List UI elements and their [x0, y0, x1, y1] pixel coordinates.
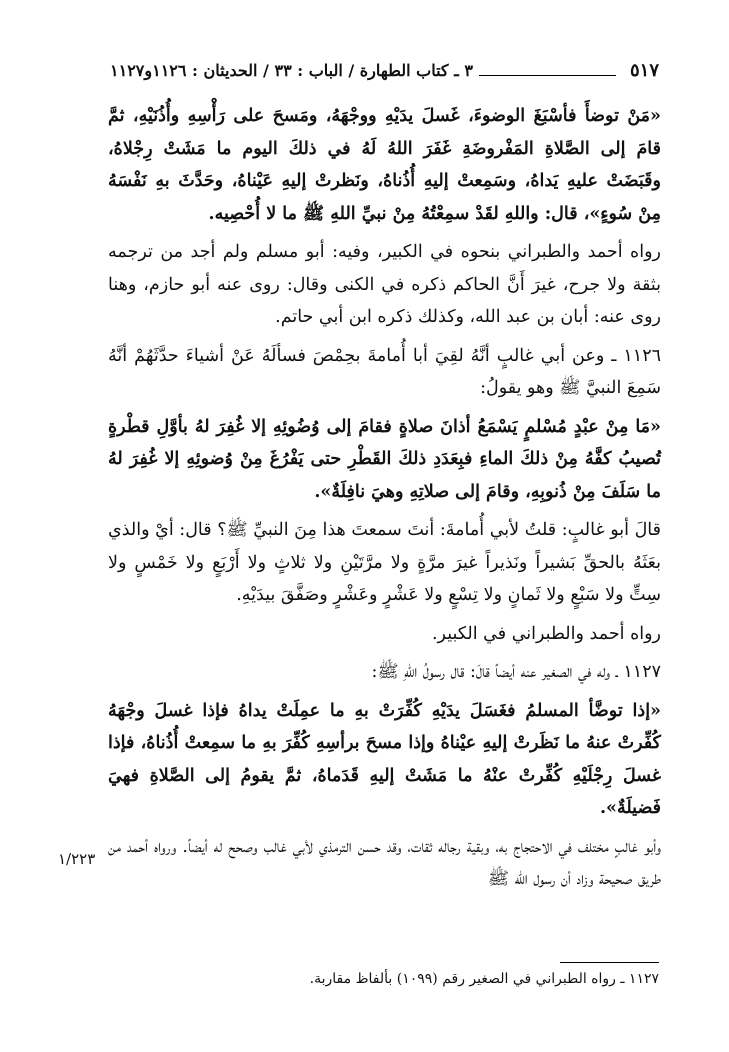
hadith-text: «مَا مِنْ عبْدٍ مُسْلمٍ يَسْمَعُ أذانَ صلاةٍ فقامَ إلى وُضُوئِهِ إلا غُفِرَ لهُ بأوَّلِ قطْرةٍ تُصيبُ كفَّهُ مِنْ ذلكَ الماءِ فبِعَدَدِ ذلكَ القَطْرِ حتى يَفْرُغَ مِنْ وُضوئِهِ إلا غُفِرَ لهُ ما سَلَفَ مِنْ ذُنوبِهِ، وقامَ إلى صلاتِهِ وهيَ نافِلَةٌ». — [108, 416, 661, 502]
hadith-text: «مَنْ توضأَ فأسْبَغَ الوضوءَ، غَسلَ يدَيْهِ ووجْهَهُ، ومَسحَ على رَأْسِهِ وأُذُنَيْهِ، ثمَّ قامَ إلى الصَّلاةِ المَفْروضَةِ غَفَرَ اللهُ لَهُ في ذلكَ اليوم ما مَشَتْ رِجْلاهُ، وقَبَضَتْ عليهِ يَداهُ، وسَمِعتْ إليهِ أُذُناهُ، ونَظرتْ إليهِ عَيْناهُ، وحَدَّثَ بهِ نَفْسَهُ مِنْ سُوءٍ»، قال: واللهِ لقَدْ سمِعْتُهُ مِنْ نبيِّ اللهِ ﷺ ما لا أُحْصِيه. — [108, 106, 661, 224]
header-rule — [479, 65, 616, 76]
hadith-intro-1127: ١١٢٧ ـ وله في الصغير عنه أيضاً قالَ: قال رسولُ اللهِ ﷺ: — [371, 662, 661, 682]
page-number: ٥١٧ — [629, 59, 659, 81]
commentary-paragraph: وأبو غالبٍ مختلف في الاحتجاج به، وبقية رجاله ثقات، وقد حسن الترمذي لأبي غالب وصحح له أيضاً. ورواه أحمد من طريق صحيحة وزاد أن رسول الله ﷺ — [108, 836, 661, 889]
margin-reference: ١/٢٢٣ — [58, 850, 96, 868]
footnote-rule — [560, 962, 659, 963]
hadith-text: «إذا توضَّأ المسلمُ فغَسَلَ يدَيْهِ كُفِّرَتْ بهِ ما عمِلَتْ يداهُ فإذا غسلَ وجْهَهُ كُفِّرتْ عنهُ ما نَظَرتْ إليهِ عيْناهُ وإذا مسحَ برأسِهِ كُفِّرَ بهِ ما سمِعتْ أُذُناهُ، فإذا غسلَ رِجْلَيْهِ كُفِّرتْ عنْهُ ما مَشَتْ إليهِ قَدَماهُ، ثمَّ يقومُ إلى الصَّلاةِ فهيَ فَضيلَةٌ». — [108, 700, 661, 818]
commentary-paragraph: رواه أحمد والطبراني بنحوه في الكبير، وفيه: أبو مسلم ولم أجد من ترجمه بثقة ولا جرح، غيرَ أَنَّ الحاكم ذكره في الكنى وقال: روى عنه أبو حازم، وهنا روى عنه: أبان بن عبد الله، وكذلك ذكره ابن أبي حاتم. — [108, 242, 661, 327]
running-header — [110, 55, 659, 85]
header-title: ٣ ـ كتاب الطهارة / الباب : ٣٣ / الحديثان : ١١٢٦و١١٢٧ — [110, 60, 473, 80]
hadith-intro-1126: ١١٢٦ ـ وعن أبي غالبٍ أنَّهُ لقِيَ أبا أُمامةَ بحِمْصَ فسألَهُ عَنْ أشياءَ حدَّثَهُمْ أنَّهُ سَمِعَ النبيَّ ﷺ وهو يقولُ: — [108, 345, 661, 398]
source-line: رواه أحمد والطبراني في الكبير. — [431, 623, 661, 644]
page-body — [108, 100, 661, 902]
commentary-paragraph: قالَ أبو غالبٍ: قلتُ لأبي أُمامةَ: أنتَ سمعتَ هذا مِنَ النبيِّ ﷺ؟ قال: أيْ والذي بعَثَهُ بالحقِّ بَشيراً ونَذيراً غيرَ مرَّةٍ ولا مرَّتَيْنِ ولا ثلاثٍ ولا أَرْبَعٍ ولا خَمْسٍ ولا سِتٍّ ولا سَبْعٍ ولا ثَمانٍ ولا تِسْعٍ ولا عَشْرٍ وعَشْرٍ وصَفَّقَ بيدَيْهِ. — [108, 520, 661, 605]
footnote: ١١٢٧ ـ رواه الطبراني في الصغير رقم (١٠٩٩) بألفاظ مقاربة. — [309, 971, 659, 987]
